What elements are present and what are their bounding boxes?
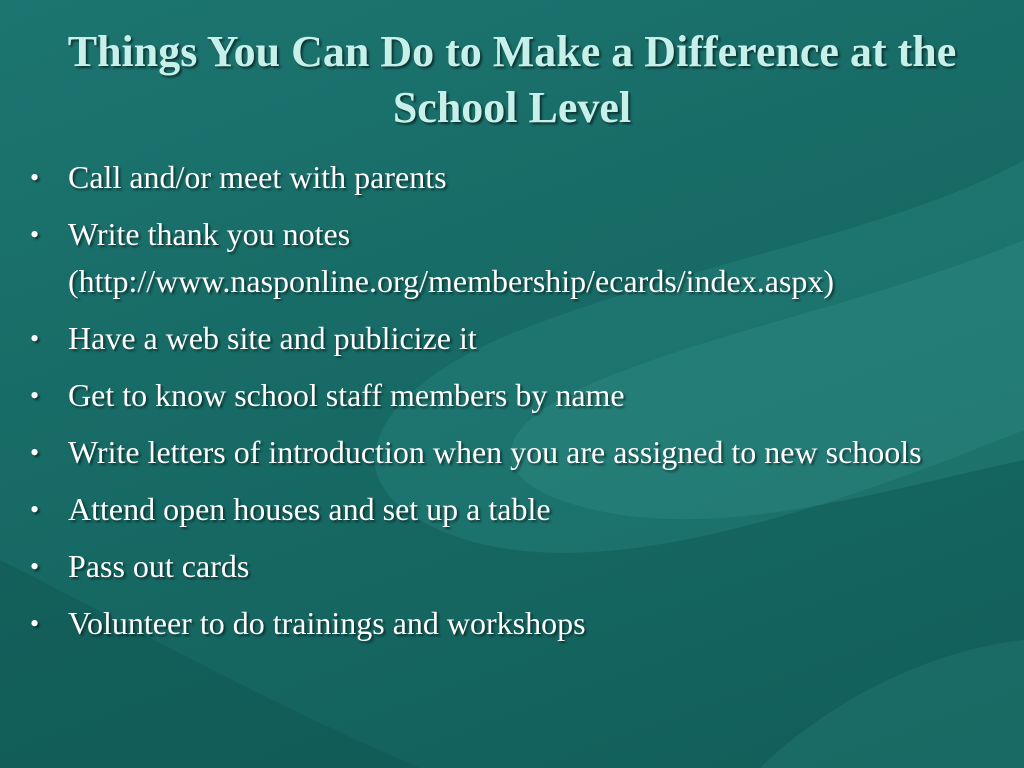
bullet-icon: • xyxy=(30,163,40,192)
bullet-icon: • xyxy=(30,609,40,638)
slide-title: Things You Can Do to Make a Difference at the School Level xyxy=(67,27,957,132)
bullet-list xyxy=(28,154,998,657)
bullet-text: Attend open houses and set up a table xyxy=(68,491,551,527)
bullet-icon: • xyxy=(30,495,40,524)
bullet-icon: • xyxy=(30,552,40,581)
list-item xyxy=(28,372,998,419)
list-item xyxy=(28,486,998,533)
bullet-text: Call and/or meet with parents xyxy=(68,159,447,195)
bullet-icon: • xyxy=(30,220,40,249)
bullet-icon: • xyxy=(30,381,40,410)
bullet-text: Have a web site and publicize it xyxy=(68,320,477,356)
list-item xyxy=(28,211,998,305)
list-item xyxy=(28,315,998,362)
list-item xyxy=(28,543,998,590)
list-item xyxy=(28,154,998,201)
bullet-text: Write letters of introduction when you are assigned to new schools xyxy=(68,434,922,470)
bullet-text: Get to know school staff members by name xyxy=(68,377,625,413)
bullet-text: Write thank you notes (http://www.nasponline.org/membership/ecards/index.aspx) xyxy=(68,216,835,299)
list-item xyxy=(28,429,998,476)
list-item xyxy=(28,600,998,647)
bullet-text: Volunteer to do trainings and workshops xyxy=(68,605,586,641)
bullet-icon: • xyxy=(30,324,40,353)
bullet-text: Pass out cards xyxy=(68,548,250,584)
bullet-icon: • xyxy=(30,438,40,467)
